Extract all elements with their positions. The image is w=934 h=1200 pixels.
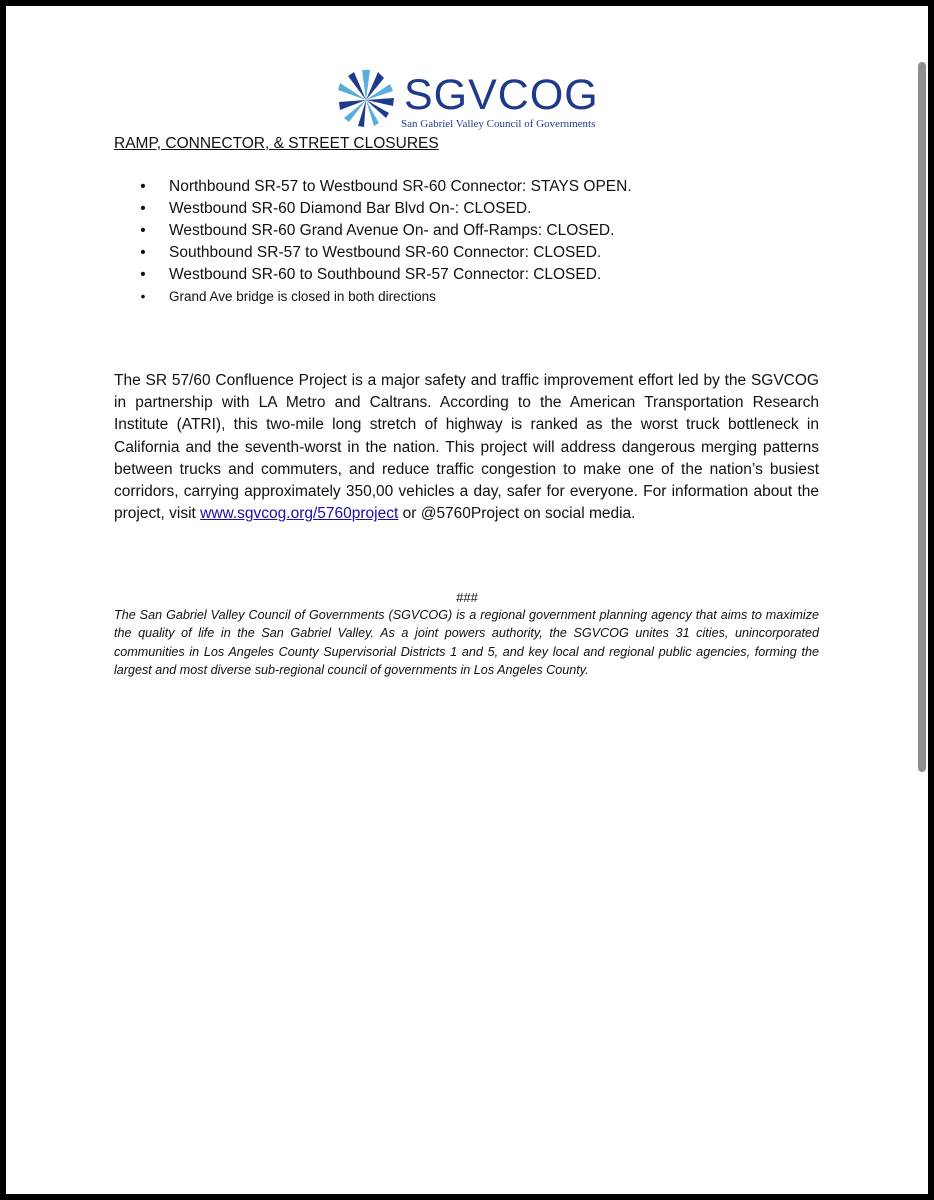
project-link[interactable]: www.sgvcog.org/5760project	[200, 505, 399, 523]
closures-heading: RAMP, CONNECTOR, & STREET CLOSURES	[114, 135, 439, 152]
logo-subtitle: San Gabriel Valley Council of Governments	[401, 118, 596, 130]
closure-text: Westbound SR-60 Grand Avenue On- and Off-Ramps: CLOSED.	[169, 222, 615, 239]
closure-text: Northbound SR-57 to Westbound SR-60 Connector: STAYS OPEN.	[169, 178, 632, 195]
bullet-icon: •	[140, 266, 146, 283]
bullet-icon: •	[140, 244, 146, 261]
closure-text: Westbound SR-60 Diamond Bar Blvd On-: CLOSED.	[169, 200, 532, 217]
closure-text: Southbound SR-57 to Westbound SR-60 Connector: CLOSED.	[169, 244, 602, 261]
bullet-icon: •	[140, 178, 146, 195]
paragraph-text-end: or @5760Project on social media.	[398, 505, 636, 523]
document-page	[6, 6, 928, 1194]
project-description	[114, 370, 819, 525]
bullet-icon: •	[140, 200, 146, 217]
logo-wordmark: SGVCOG	[404, 71, 599, 119]
about-sgvcog: The San Gabriel Valley Council of Governments (SGVCOG) is a regional government planning agency that aims to maximize the quality of life in the San Gabriel Valley. As a joint powers authority, the SGVCOG unites 31 cities, unincorporated communities in Los Angeles County Supervisorial Districts 1 and 5, and key local and regional public agencies, forming the largest and most diverse sub-regional council of governments in Los Angeles County.	[114, 608, 819, 678]
closure-text: Westbound SR-60 to Southbound SR-57 Connector: CLOSED.	[169, 266, 602, 283]
bullet-icon: •	[140, 289, 146, 304]
document-body	[6, 6, 928, 1194]
bullet-icon: •	[140, 222, 146, 239]
end-separator: ###	[456, 590, 478, 605]
closure-text: Grand Ave bridge is closed in both directions	[169, 289, 436, 304]
paragraph-text: The SR 57/60 Confluence Project is a major safety and traffic improvement effort led by the SGVCOG in partnership with LA Metro and Caltrans. According to the American Transportation Research Institute (ATRI), this two-mile long stretch of highway is ranked as the worst truck bottleneck in California and the seventh-worst in the nation. This project will address dangerous merging patterns between trucks and commuters, and reduce traffic congestion to make one of the nation’s busiest corridors, carrying approximately 350,00 vehicles a day, safer for everyone. For information about the project, visit	[114, 372, 819, 523]
